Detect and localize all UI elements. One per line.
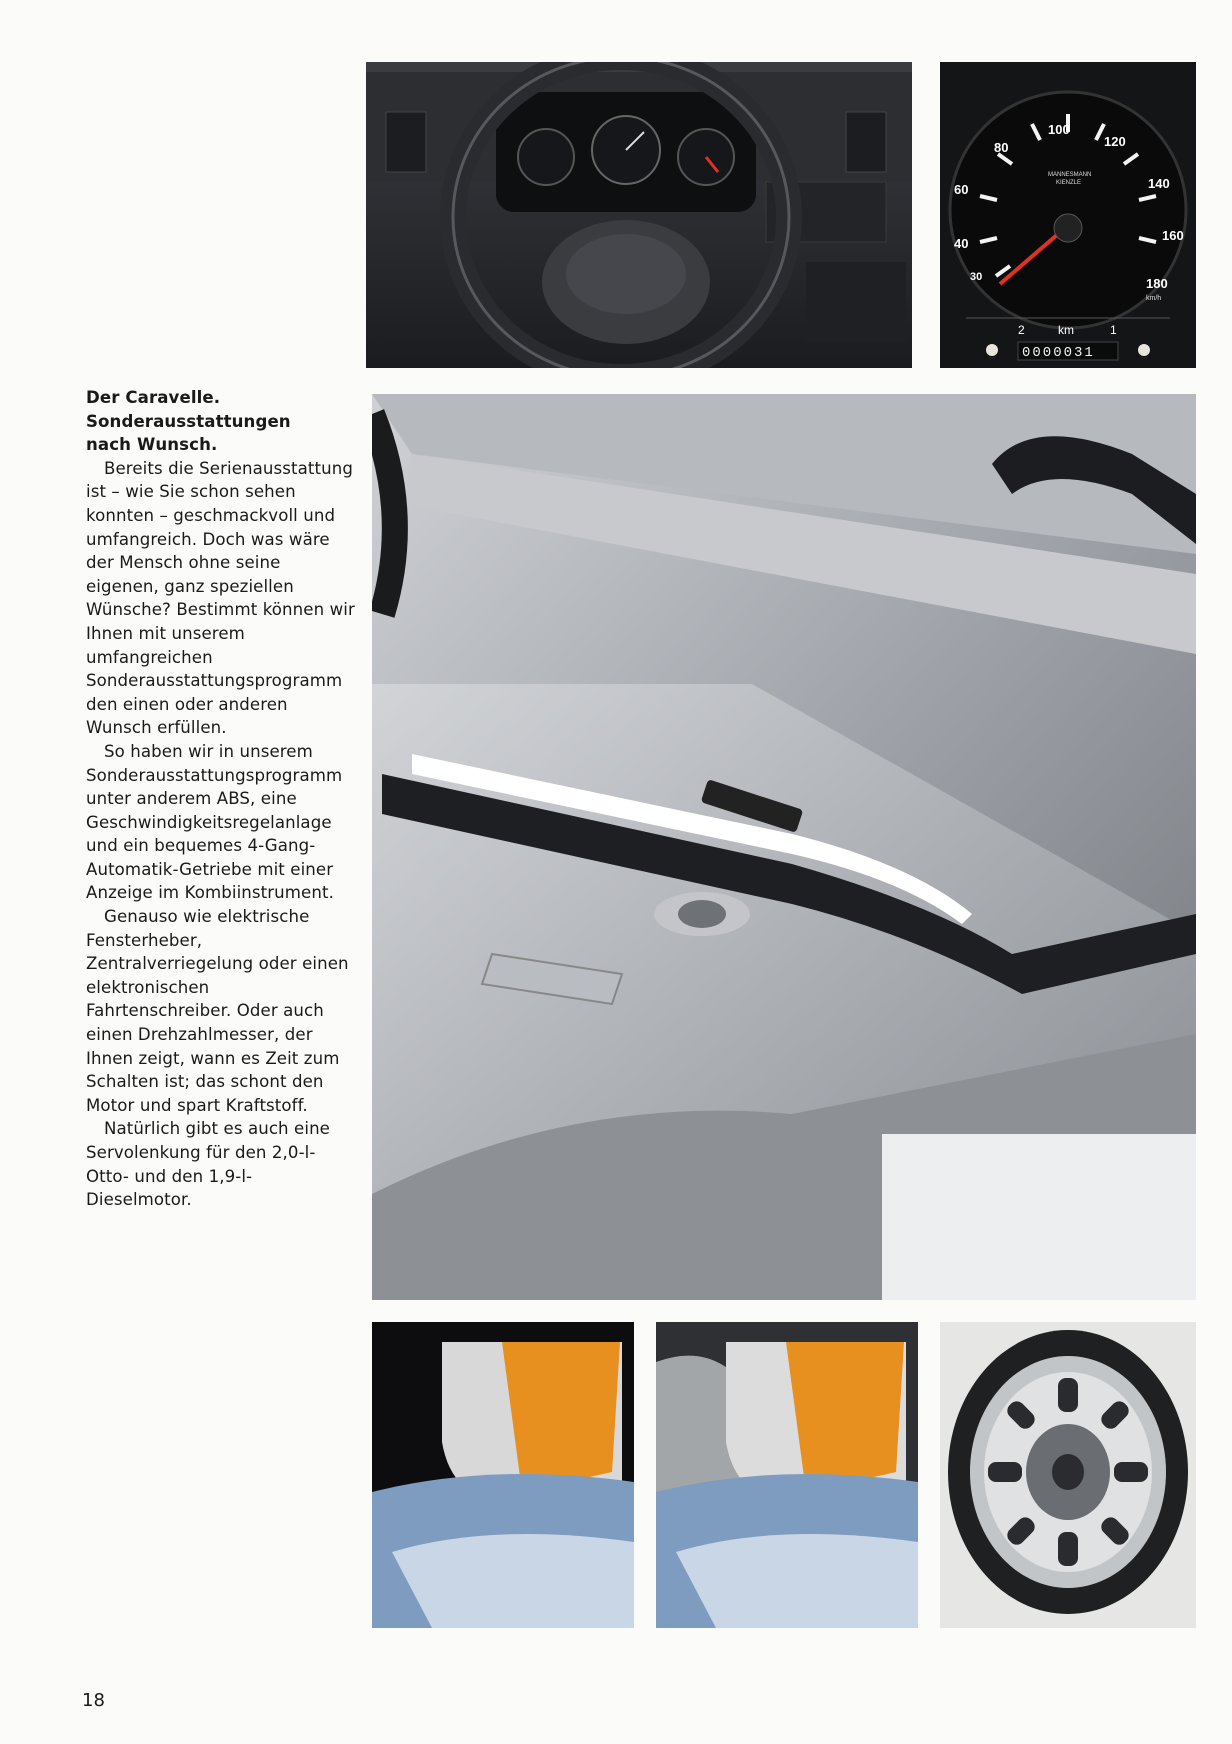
paragraph-2: So haben wir in unserem Sonderausstattungsprogramm unter anderem ABS, eine Geschwindigkeitsregelanlage und ein bequemes 4-Gang-Automatik-Getriebe mit einer Anzeige im Kombiinstrument. [86,741,343,903]
article-heading [86,386,356,457]
tacho-km-label: km [1058,323,1074,337]
indicator-wash-photo [656,1322,918,1628]
tachograph-photo [940,62,1196,368]
heading-line-2: Sonderausstattungen [86,411,291,431]
dashboard-photo [366,62,912,368]
tacho-odometer: 0000031 [1022,345,1095,361]
indicator-light-photo [372,1322,634,1628]
tacho-label-80: 80 [994,140,1009,155]
tacho-label-60: 60 [954,182,969,197]
paragraph-3: Genauso wie elektrische Fensterheber, Zentralverriegelung oder einen elektronischen Fahrtenschreiber. Oder auch einen Drehzahlmesser, der Ihnen zeigt, wann es Zeit zum Schalten ist; das schont den Motor und spart Kraftstoff. [86,907,349,1115]
tacho-label-160: 160 [1162,228,1184,243]
tacho-driver-left: 2 [1018,323,1025,337]
sunroof-photo [372,394,1196,1300]
tacho-driver-right: 1 [1110,323,1117,337]
tacho-label-30: 30 [970,271,983,283]
tacho-label-120: 120 [1104,134,1126,149]
alloy-wheel-photo [940,1322,1196,1628]
heading-line-3: nach Wunsch. [86,435,218,455]
tacho-label-140: 140 [1148,176,1170,191]
paragraph-4: Natürlich gibt es auch eine Servolenkung für den 2,0-l-Otto- und den 1,9-l-Dieselmotor. [86,1119,330,1210]
heading-line-1: Der Caravelle. [86,388,221,407]
tacho-brand-2: KIENZLE [1056,180,1082,186]
page-number: 18 [82,1690,105,1711]
paragraph-1: Bereits die Serienausstattung ist – wie Sie schon sehen konnten – geschmackvoll und umfangreich. Doch was wäre der Mensch ohne seine eigenen, ganz speziellen Wünsche? Bestimmt können wir Ihnen mit unserem umfangreichen Sonderausstattungsprogramm den einen oder anderen Wunsch erfüllen. [86,458,355,738]
tacho-label-40: 40 [954,236,969,251]
tacho-brand-1: MANNESMANN [1048,172,1092,178]
article-text [86,386,356,1212]
tacho-label-180: 180 [1146,276,1168,291]
tacho-label-100: 100 [1048,122,1070,137]
tacho-unit: km/h [1146,295,1162,302]
